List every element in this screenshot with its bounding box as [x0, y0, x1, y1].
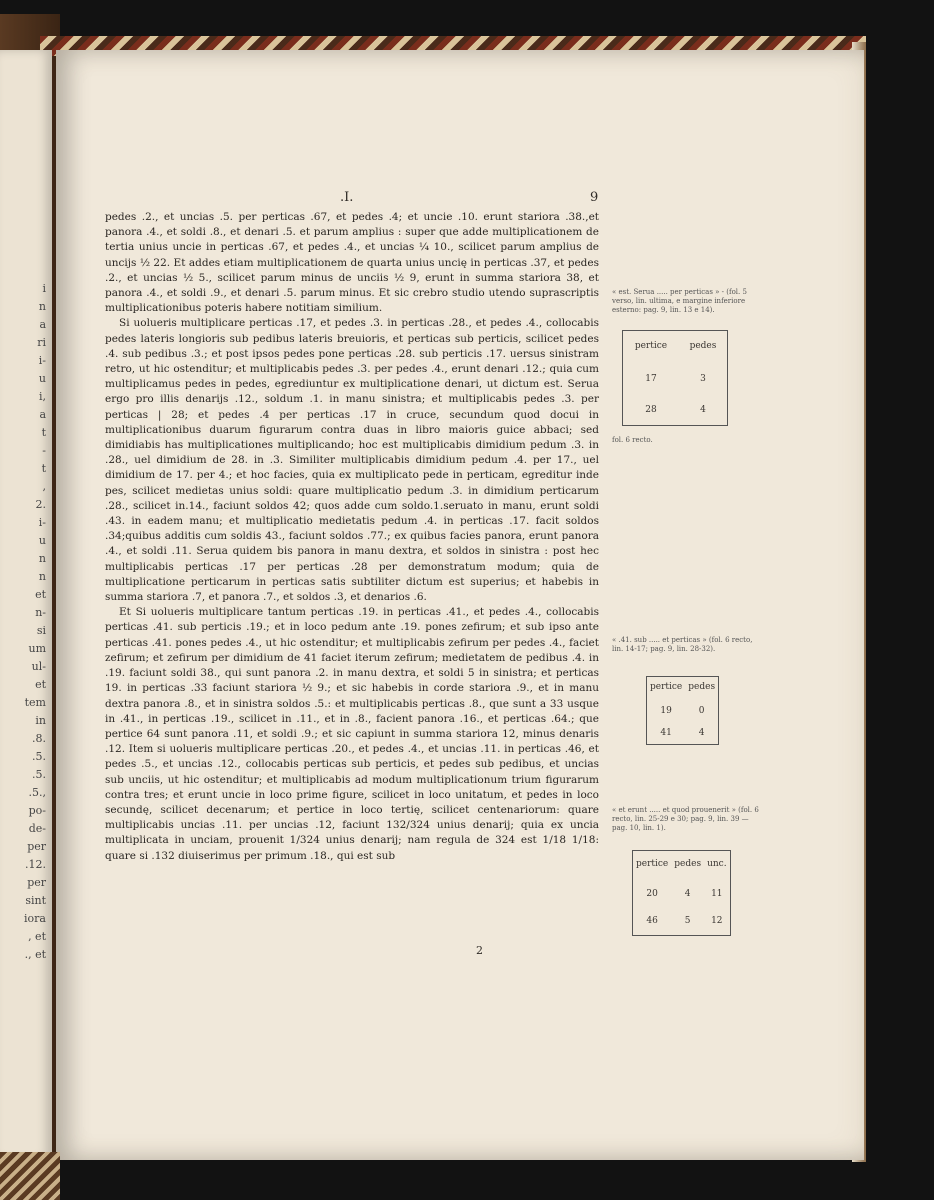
left-margin-fragment: i- — [38, 354, 46, 367]
table-header: pedes — [688, 682, 716, 692]
table-cell: 11 — [711, 888, 723, 899]
table-header: pedes — [689, 340, 717, 351]
paragraph-3: Et Si uolueris multiplicare tantum perticas .19. in perticas .41., et pedes .4., collocabis perticas .41. sub perticis .19.; et in loco pedum ante .19. pones zefirum; et sub ipso ante perticas .41. pones pedes .4., ut hic ostenditur; et multiplicabis zefirum per pedes .4., faciet zefirum; et zefirum per dimidium de 41 faciet iterum zefirum; medietatem de pedibus .4. in .19. faciunt soldi 38., qui sunt panora .2. in manu dextra, et soldi 5 in sinistra; et perticas 19. in perticas .33 faciunt stariora ½ 9.; et sic habebis in corde stariora .9., et in manu dextra panora .8., et in sinistra soldos .5.: et multiplicabis perticas .8., que sunt a 33 usque in .41., in perticas .19., scilicet in .11., et in .8., facient panora .16., et perticas .64.; que pertice 64 sunt panora .11, et soldi .9.; et sic capiunt in summa stariora 12, minus denaris .12. Item si uolueris multiplicare perticas .20., et pedes .4., et uncias .11. in perticas .46, et pedes .5., et uncias .12., collocabis perticas sub perticis, et pedes sub pedibus, et uncias sub unciis, ut hic ostenditur; et multiplicabis ad modum multiplicationum trium figurarum contra tres; et erunt uncie in loco prime figure, scilicet in loco unitatum, et pedes in loco secundę, scilicet decenarum; et pertice in loco tertię, scilicet centenariorum: quare multiplicabis uncias .11. per uncias .12, faciunt 132/324 unius denarij; quia ex uncia multiplicata in unciam, prouenit 1/324 unius denarij; nam regula de 324 est 1/18 1/18: quare si .132 diuiserimus per primum .18., qui est sub — [105, 606, 599, 862]
paragraph-1: pedes .2., et uncias .5. per perticas .67, et pedes .4; et uncie .10. erunt stariora .38.,et panora .4., et soldi .8., et denari .5. et parum amplius : super que adde multiplicationem de tertia unius uncie in perticas .67, et pedes .4., et uncias ¼ 10., scilicet parum amplius de uncijs ½ 22. Et addes etiam multiplicationem de quarta unius uncię in perticas .37, et pedes .2., et uncias ½ 5., scilicet parum minus de unciis ½ 9, erunt in summa stariora 38, et panora .4., et soldi .9., et denari .5. parum minus. Et sic crebro studio utendo suprascriptis multiplicationibus poteris habere notitiam similium. — [105, 211, 599, 315]
margin-note-2: fol. 6 recto. — [612, 436, 653, 444]
table-header: pertice — [636, 858, 669, 869]
left-margin-fragment: u — [38, 534, 46, 547]
left-margin-fragment: a — [39, 318, 46, 331]
left-margin-fragment: et — [35, 588, 46, 601]
table-perticae-3 — [632, 850, 731, 936]
left-margin-fragment: iora — [24, 912, 46, 925]
left-margin-fragment: .8. — [32, 732, 46, 745]
table-cell: 20 — [646, 888, 658, 899]
table-cell: 12 — [711, 916, 723, 927]
left-margin-fragment: , — [42, 480, 46, 493]
left-margin-fragment: - — [42, 444, 46, 457]
left-margin-fragment: ., et — [24, 948, 46, 961]
table-cell: 3 — [700, 373, 706, 384]
left-margin-fragment: i, — [38, 390, 46, 403]
table-cell: 41 — [660, 728, 672, 738]
left-margin-fragment: .5., — [28, 786, 46, 799]
table-cell: 0 — [698, 706, 705, 716]
margin-note-3: « .41. sub ..... et perticas » (fol. 6 recto, lin. 14-17; pag. 9, lin. 28-32). — [612, 636, 753, 653]
left-margin-fragment: t — [41, 426, 46, 439]
page-number: 9 — [590, 190, 599, 205]
left-margin-fragment: ul- — [31, 660, 46, 673]
table-cell: 5 — [684, 916, 691, 927]
left-margin-fragment: n — [38, 570, 46, 583]
left-margin-fragment: um — [28, 642, 46, 655]
left-page-edge — [0, 50, 52, 1160]
left-margin-fragment: si — [36, 624, 46, 637]
left-margin-fragment: et — [35, 678, 46, 691]
left-margin-fragment: po- — [28, 804, 46, 817]
left-margin-fragment: n — [38, 300, 46, 313]
signature-mark: 2 — [476, 944, 483, 957]
left-margin-fragment: u — [38, 372, 46, 385]
left-margin-fragment: , et — [28, 930, 46, 943]
margin-note-4: « et erunt ..... et quod prouenerit » (fol. 6 recto, lin. 25-29 e 30; pag. 9, lin. 39 — pag. 10, lin. 1). — [612, 806, 759, 832]
left-margin-fragment: n- — [35, 606, 46, 619]
left-margin-fragment: .5. — [32, 750, 46, 763]
bottom-board — [0, 1152, 60, 1200]
table-cell: 19 — [660, 706, 672, 716]
table-cell: 46 — [646, 916, 658, 927]
table-cell: 17 — [645, 373, 657, 384]
table-cell: 4 — [700, 404, 706, 415]
margin-note-1: « est. Serua ..... per perticas » - (fol. 5 verso, lin. ultima, e margine inferiore esterno: pag. 9, lin. 13 e 14). — [612, 288, 747, 314]
table-cell: 28 — [645, 404, 657, 415]
table-header: pertice — [650, 682, 683, 692]
left-margin-fragment: 2. — [35, 498, 46, 511]
left-margin-fragment: per — [27, 840, 46, 853]
table-header: unc. — [707, 858, 727, 869]
left-margin-fragment: a — [39, 408, 46, 421]
left-margin-fragment: i — [42, 282, 46, 295]
left-margin-fragment: n — [38, 552, 46, 565]
table-perticae-2 — [646, 676, 719, 745]
table-perticae-1 — [622, 330, 728, 426]
left-margin-fragment: sint — [25, 894, 46, 907]
left-margin-fragment: per — [27, 876, 46, 889]
left-margin-fragment: .5. — [32, 768, 46, 781]
left-margin-fragment: tem — [24, 696, 46, 709]
table-cell: 4 — [684, 888, 691, 899]
left-margin-fragment: i- — [38, 516, 46, 529]
running-head: .I. — [340, 190, 354, 205]
table-cell: 4 — [698, 728, 705, 738]
left-margin-fragment: t — [41, 462, 46, 475]
table-header: pertice — [634, 340, 668, 351]
left-margin-fragment: in — [35, 714, 46, 727]
main-text — [105, 210, 599, 864]
left-margin-fragment: .12. — [25, 858, 46, 871]
paragraph-2: Si uolueris multiplicare perticas .17, et pedes .3. in perticas .28., et pedes .4., collocabis pedes lateris longioris sub pedibus lateris breuioris, et perticas sub perticis, scilicet pedes .4. sub pedibus .3.; et post ipsos pedes pone perticas .28. sub perticis .17. uersus sinistram retro, ut hic ostenditur; et multiplicabis pedes .3. per pedes .4., erunt denari .12.; quia cum multiplicamus pedes in pedes, egrediuntur ex multiplicatione denari, ut dictum est. Serua ergo pro illis denarijs .12., soldum .1. in manu sinistra; et multiplicabis pedes .3. per perticas | 28; et pedes .4 per perticas .17 in cruce, secundum quod docui in multiplicationibus duarum figurarum contra duas in libro maioris guice abbaci; sed dimidiabis has multiplicationes multiplicando; hoc est multiplicabis dimidium pedum .3. in .28., uel dimidium de 28. in .3. Similiter multiplicabis dimidium pedum .4. per 17., uel dimidium de 17. per 4.; et hoc facies, quia ex multiplicato pede in perticam, egreditur inde pes, scilicet medietas unius soldi: quare multiplicatio pedum .3. in dimidium perticarum .28., scilicet in.14., faciunt soldos 42; quos adde cum soldo.1.seruato in manu, erunt soldi .43. in eadem manu; et multiplicatio medietatis pedum .4. in perticas .17. facit soldos .34;quibus additis cum soldis 43., faciunt soldos .77.; ex quibus facies panora, erunt panora .4., et soldi .11. Serua quidem bis panora in manu dextra, et soldos in sinistra : post hec multiplicabis perticas .17 per perticas .28 per demonstratum modum; quia de multiplicatione perticarum in perticas satis subtiliter dictum est superius; et habebis in summa stariora .7, et panora .7., et soldos .3, et denarios .6. — [105, 317, 599, 604]
left-margin-fragment: de- — [28, 822, 46, 835]
table-header: pedes — [674, 858, 702, 869]
left-margin-fragment: ri — [37, 336, 46, 349]
